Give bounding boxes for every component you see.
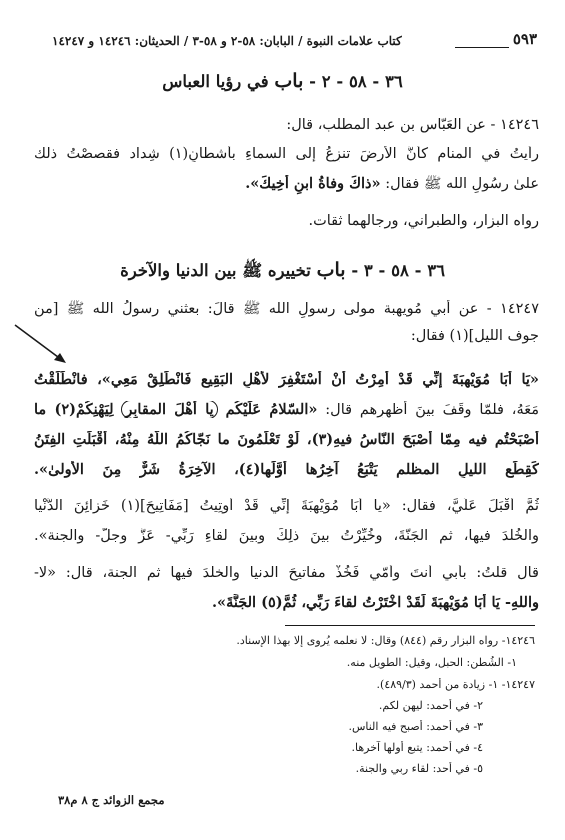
- running-header: [52, 28, 537, 48]
- hadith-1-line-2: رأيتُ في المنام كأنَّ الأرضَ تنزِعُ إلى السماءِ بأشطانٍ(١) شِداد فقصصْتُ ذلك: [34, 146, 539, 162]
- footnote-line: ٤- في أحمد: يتبع أولها آخرها.: [351, 741, 483, 754]
- volume-signature: مجمع الزوائد ج ٨ م٣٨: [58, 793, 165, 807]
- hadith-2-p1-line-4: كَقِطَعِ الليلِ المظلمِ يَتْبَعُ آخِرُها أَوَّلَها(٤)، الآخِرَةُ شَرٌّ مِنَ الأُولىٰ».: [34, 461, 539, 478]
- chapter-number: ٣٦ - ٥٨ - ٢ -: [309, 72, 403, 91]
- hadith-1-narration: رواه البزار، والطبراني، ورجالهما ثقات.: [308, 213, 539, 229]
- chapter-heading-1: [40, 70, 525, 92]
- footnote-line: ٥- في أحد: لقاء ربي والجنة.: [355, 762, 483, 775]
- hadith-1-line-3-text: علىٰ رسُولِ الله ﷺ فقال:: [385, 176, 539, 192]
- hadith-2-p1-line-3: أَصْبَحْتُم فيه مِمّا أَصْبَحَ النّاسُ فيهِ(٣)، لَوْ تَعْلَمُونَ ما نَجّاكُمُ اللّهُ مِنْهُ، أَقْبَلَتِ الفِتَنُ: [34, 431, 539, 448]
- footnote-line: ٣- في أحمد: أصبح فيه الناس.: [348, 720, 483, 733]
- footnote-line: ١- الشُطن: الحبل، وقيل: الطويل منه.: [346, 656, 517, 669]
- hadith-1-line-3: [34, 175, 539, 196]
- page-number: ٥٩٣: [512, 30, 537, 48]
- chapter-title: في رؤيا العباس: [162, 72, 269, 91]
- chapter-bab-word: باب: [316, 259, 346, 281]
- chapter-number: ٣٦ - ٥٨ - ٣ -: [351, 261, 445, 280]
- hadith-2-p3-line-2: واللهِ- يَا أَبَا مُوَيْهِبَةَ لَقَدْ اخْتَرْتُ لقاءَ رَبِّي، ثُمَّ(٥) الجَنَّةَ».: [212, 594, 539, 611]
- footnote-rule: [285, 625, 535, 626]
- hadith-2-p1-line-1: «يَا أَبَا مُوَيْهِبَةَ إِنِّي قَدْ أُمِرْتُ أَنْ أَسْتَغْفِرَ لأَهْلِ البَقِيعِ فَانْطَلِقْ مَعِي»، فانْطَلَقْتُ: [34, 371, 539, 388]
- chapter-bab-word: باب: [274, 70, 304, 92]
- greeting-text: «السّلامُ عَلَيْكُم: [225, 401, 318, 418]
- margin-arrow-icon: [12, 322, 70, 366]
- hadith-2-p1-line-2: [34, 401, 539, 418]
- hadith-2-p3-line-1: قال قلتُ: بأبي أنتَ وأُمّي فَخُذْ مفاتيحَ الدنيا والخلدَ فيها ثم الجنة، قال: «لا-: [34, 565, 539, 581]
- footnote-line: ١٤٢٤٧- ١- زيادة من أحمد (٤٨٩/٣).: [376, 678, 535, 691]
- hadith-2-p2-line-1: ثُمَّ أَقْبَلَ عَلَيَّ، فقال: «يا أَبَا مُوَيْهِبَةَ إِنِّي قَدْ أُوتِيتُ [مَفَاتِيحَ](١) خَزائِنَ الدُّنْيا: [34, 498, 539, 514]
- circled-phrase: يا أَهْلَ المقابِرِ: [121, 401, 217, 418]
- running-title: كتاب علامات النبوة / البابان: ٥٨-٢ و ٥٨-٣ / الحديثان: ١٤٢٤٦ و ١٤٢٤٧: [52, 34, 402, 48]
- hadith-2-intro-line-1: ١٤٢٤٧ - عن أبي مُويهبة مولى رسولِ الله ﷺ قالَ: بعثني رسولُ الله ﷺ [من: [34, 301, 539, 317]
- footnote-line: ١٤٢٤٦- رواه البزار رقم (٨٤٤) وقال: لا نعلمه يُروى إلا بهذا الإسناد.: [236, 634, 535, 647]
- hadith-2-p2-line-2: والخُلْدَ فيها، ثم الجَنَّةَ، وخُيِّرْتُ بينَ ذلِكَ وبينَ لقاءِ رَبِّي- عَزَّ وجلَّ- والجنة».: [34, 528, 539, 544]
- greeting-tail: لِيَهْنِكُمْ(٢) ما: [34, 401, 114, 418]
- hadith-2-p1-line-2-text: مَعَهُ، فلمّا وقَفَ بينَ أظهرِهم قال:: [325, 402, 539, 418]
- footnote-line: ٢- في أحمد: ليهن لكم.: [378, 699, 483, 712]
- hadith-2-intro-line-2: جوف الليل](١) فقال:: [410, 328, 539, 344]
- hadith-1-line-1: ١٤٢٤٦ - عن العَبّاس بن عبد المطلب، قال:: [286, 117, 539, 133]
- chapter-title: تخييره ﷺ بين الدنيا والآخرة: [120, 261, 311, 280]
- hadith-1-quote: «ذاكَ وفاةُ ابنِ أخِيكَ».: [245, 175, 381, 192]
- header-rule: [455, 39, 509, 48]
- chapter-heading-2: [40, 259, 525, 285]
